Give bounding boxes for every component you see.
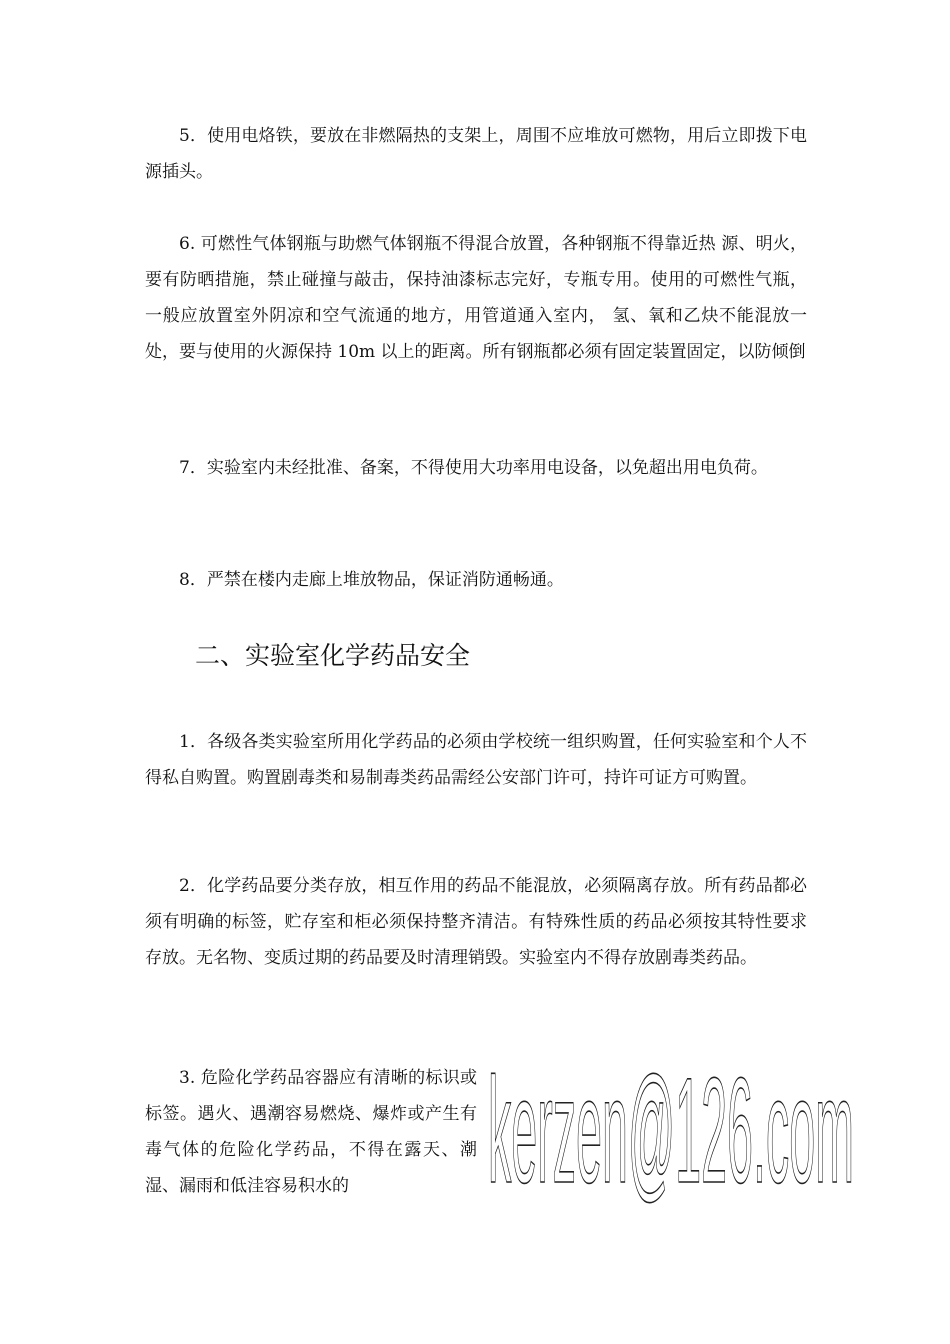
paragraph-item-8: 8．严禁在楼内走廊上堆放物品，保证消防通畅通。 bbox=[179, 570, 564, 590]
email-watermark bbox=[482, 1036, 862, 1214]
section-paragraph-1: 1．各级各类实验室所用化学药品的必须由学校统一组织购置，任何实验室和个人不得私自购置。购置剧毒类和易制毒类药品需经公安部门许可，持许可证方可购置。 bbox=[145, 732, 807, 788]
section-paragraph-2: 2．化学药品要分类存放，相互作用的药品不能混放，必须隔离存放。所有药品都必须有明确的标签，贮存室和柜必须保持整齐清洁。有特殊性质的药品必须按其特性要求存放。无名物、变质过期的药品要及时清理销毁。实验室内不得存放剧毒类药品。 bbox=[145, 876, 807, 968]
paragraph-item-7: 7．实验室内未经批准、备案，不得使用大功率用电设备，以免超出用电负荷。 bbox=[179, 458, 768, 478]
paragraph-item-5: 5．使用电烙铁，要放在非燃隔热的支架上，周围不应堆放可燃物，用后立即拨下电源插头。 bbox=[145, 126, 807, 182]
section-heading: 二、实验室化学药品安全 bbox=[195, 641, 471, 670]
section-paragraph-3: 3. 危险化学药品容器应有清晰的标识或标签。遇火、遇潮容易燃烧、爆炸或产生有毒气体的危险化学药品，不得在露天、潮湿、漏雨和低洼容易积水的 bbox=[145, 1068, 477, 1196]
paragraph-item-6: 6. 可燃性气体钢瓶与助燃气体钢瓶不得混合放置，各种钢瓶不得靠近热 源、明火，要有防晒措施，禁止碰撞与敲击，保持油漆标志完好，专瓶专用。使用的可燃性气瓶，一般应放置室外阴凉和空气流通的地方，用管道通入室内， 氢、氧和乙炔不能混放一处，要与使用的火源保持 10m 以上的距离。所有钢瓶都必须有固定装置固定，以防倾倒 bbox=[145, 234, 807, 362]
watermark-text: kerzen@126.com bbox=[488, 1046, 854, 1214]
